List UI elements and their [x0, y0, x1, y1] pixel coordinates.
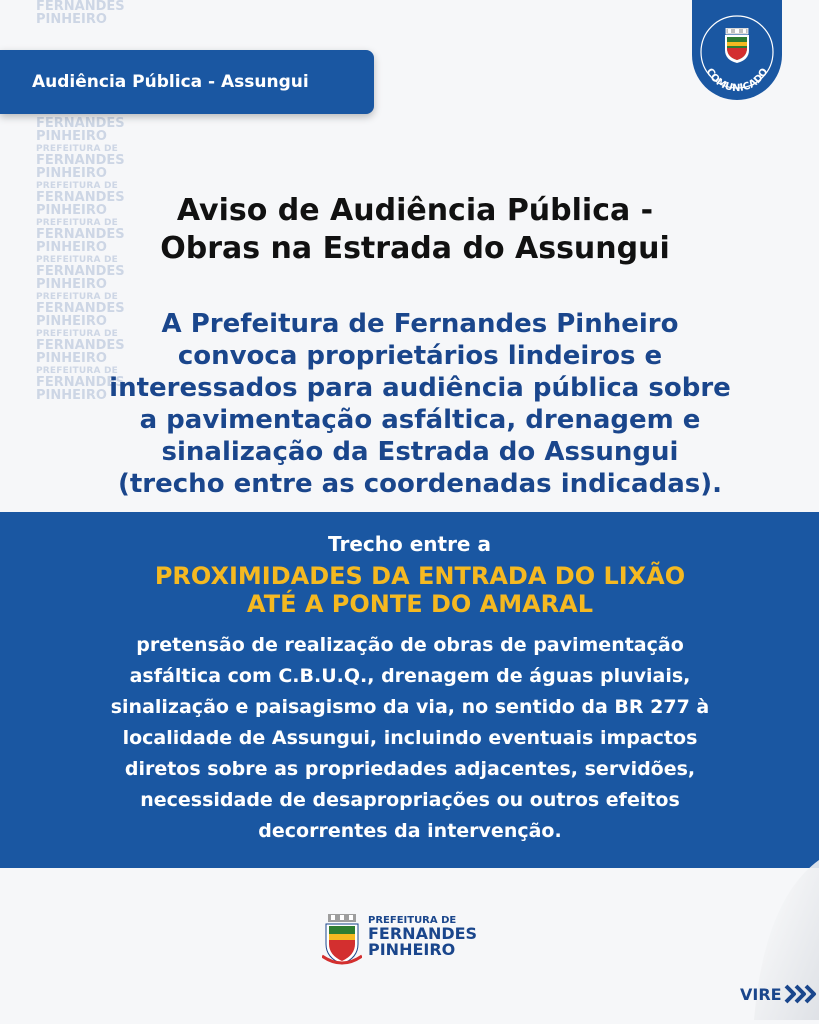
- page-title: [90, 192, 740, 268]
- watermark-text: FERNANDES: [36, 375, 125, 390]
- watermark-text: PINHEIRO: [36, 166, 107, 181]
- panel-lead: Trecho entre a: [328, 532, 491, 556]
- logo-small-text: PREFEITURA DE: [368, 915, 457, 926]
- body-line: localidade de Assungui, incluindo eventuais impactos: [122, 727, 698, 749]
- watermark-text: PINHEIRO: [36, 351, 107, 366]
- watermark-text: PREFEITURA DE: [36, 218, 119, 228]
- topic-tag-label: Audiência Pública - Assungui: [32, 72, 309, 92]
- double-chevron-right-icon: [784, 983, 818, 1005]
- watermark-text: FERNANDES: [36, 227, 125, 242]
- watermark-text: PREFEITURA DE: [36, 329, 119, 339]
- watermark-text: PINHEIRO: [36, 314, 107, 329]
- watermark-text: FERNANDES: [36, 264, 125, 279]
- watermark-text: PREFEITURA DE: [36, 181, 119, 191]
- logo-big-text: PINHEIRO: [368, 940, 456, 959]
- watermark-text: FERNANDES: [36, 190, 125, 205]
- municipal-crest-icon: [722, 28, 752, 64]
- route-highlight: [110, 562, 730, 618]
- logo-text: [368, 916, 477, 958]
- watermark-text: PINHEIRO: [36, 277, 107, 292]
- body-line: pretensão de realização de obras de pavimentação: [136, 634, 684, 656]
- watermark-text: FERNANDES: [36, 338, 125, 353]
- body-line: sinalização e paisagismo da via, no sentido da BR 277 à: [110, 696, 710, 718]
- intro-line: A Prefeitura de Fernandes Pinheiro: [161, 309, 679, 339]
- body-line: asfáltica com C.B.U.Q., drenagem de águas pluviais,: [129, 665, 691, 687]
- highlight-line: PROXIMIDADES DA ENTRADA DO LIXÃO: [154, 562, 686, 590]
- watermark-text: PINHEIRO: [36, 129, 107, 144]
- body-line: decorrentes da intervenção.: [258, 820, 562, 842]
- logo-big-text: FERNANDES: [368, 924, 478, 943]
- watermark-text: PINHEIRO: [36, 203, 107, 218]
- turn-page-button[interactable]: [740, 983, 818, 1005]
- watermark-text: FERNANDES: [36, 0, 125, 14]
- footer-crest-icon: [322, 912, 362, 968]
- topic-tag: [0, 50, 374, 114]
- intro-paragraph: [70, 308, 770, 500]
- intro-line: convoca proprietários lindeiros e: [177, 341, 663, 371]
- vire-label: VIRE: [740, 984, 782, 1004]
- body-line: necessidade de desapropriações ou outros efeitos: [140, 789, 680, 811]
- title-line: Aviso de Audiência Pública -: [176, 193, 654, 228]
- watermark-text: PINHEIRO: [36, 240, 107, 255]
- comunicado-badge: [692, 0, 782, 100]
- watermark-text: FERNANDES: [36, 116, 125, 131]
- intro-line: sinalização da Estrada do Assungui: [161, 437, 679, 467]
- watermark-text: PREFEITURA DE: [36, 292, 119, 302]
- prefeitura-logo: [322, 912, 482, 972]
- watermark-text: FERNANDES: [36, 153, 125, 168]
- details-panel: [0, 512, 819, 868]
- watermark-text: FERNANDES: [36, 301, 125, 316]
- body-line: diretos sobre as propriedades adjacentes, servidões,: [124, 758, 696, 780]
- watermark-text: PINHEIRO: [36, 388, 107, 403]
- svg-text:COMUNICADO: COMUNICADO: [703, 66, 771, 95]
- highlight-line: ATÉ A PONTE DO AMARAL: [246, 590, 594, 618]
- watermark-text: PREFEITURA DE: [36, 255, 119, 265]
- title-line: Obras na Estrada do Assungui: [160, 231, 670, 266]
- watermark-text: PREFEITURA DE: [36, 144, 119, 154]
- intro-line: (trecho entre as coordenadas indicadas).: [118, 469, 722, 499]
- watermark-text: PINHEIRO: [36, 12, 107, 27]
- intro-line: interessados para audiência pública sobre: [109, 373, 731, 403]
- watermark-text: PREFEITURA DE: [36, 366, 119, 376]
- intro-line: a pavimentação asfáltica, drenagem e: [139, 405, 701, 435]
- panel-body: [60, 630, 760, 847]
